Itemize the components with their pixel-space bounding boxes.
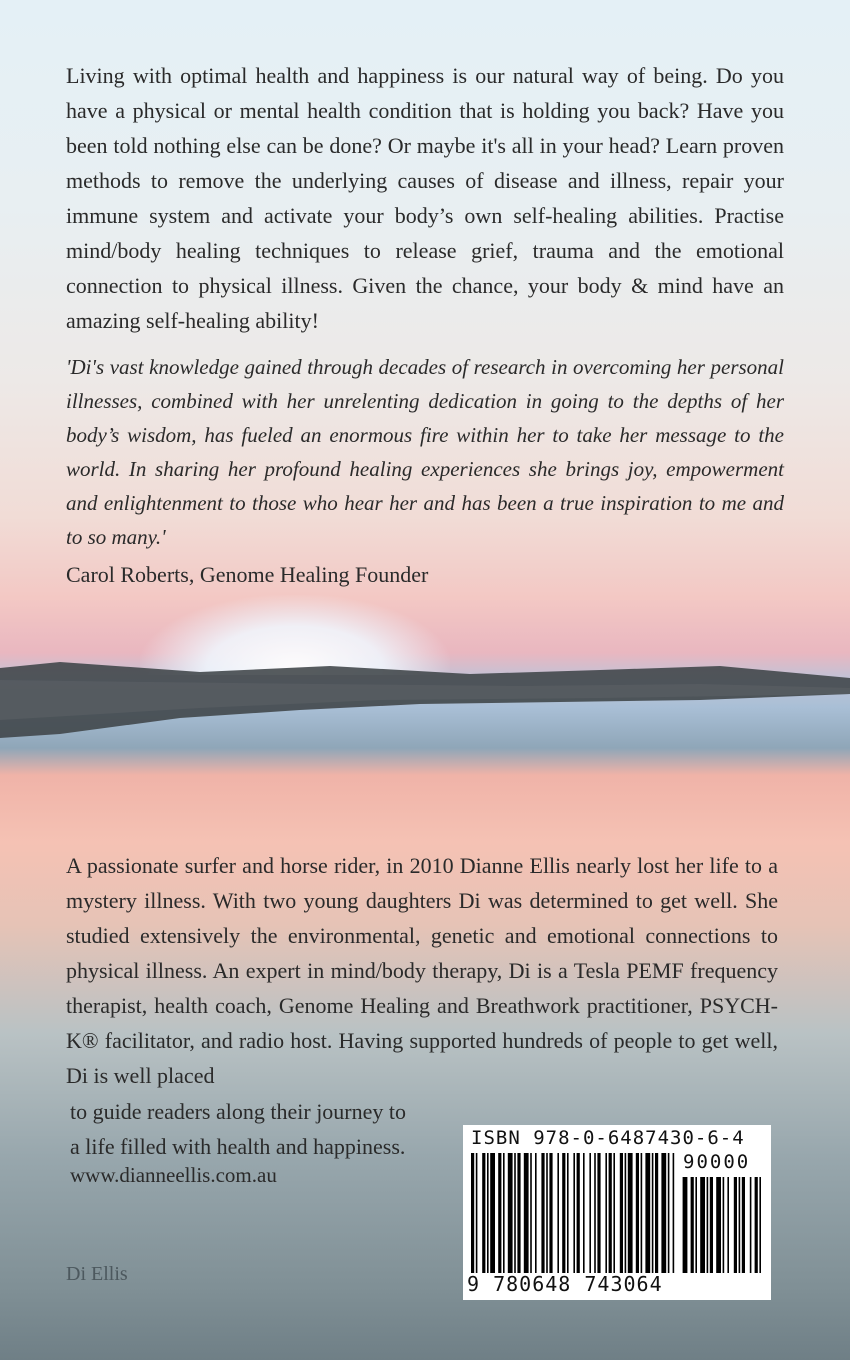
price-addon-code: 90000 [679, 1151, 754, 1173]
blurb-intro: Living with optimal health and happiness is our natural way of being. Do you have a physical or mental health condition that is holding you back? Have you been told nothing else can be done? Or maybe it's all in your head? Learn proven methods to remove the underlying causes of disease and illness, repair your immune system and activate your body’s own self-healing abilities. Practise mind/body healing techniques to release grief, trauma and the emotional connection to physical illness. Given the chance, your body & mind have an amazing self-healing ability! [66, 63, 784, 333]
isbn-label: ISBN 978-0-6487430-6-4 [471, 1127, 745, 1149]
rock-shelf [0, 660, 850, 740]
barcode-number: 9 780648 743064 [467, 1272, 663, 1296]
author-bio: A passionate surfer and horse rider, in 2010 Dianne Ellis nearly lost her life to a mystery illness. With two young daughters Di was determined to get well. She studied extensively the environmental, genetic and emotional connections to physical illness. An expert in mind/body therapy, Di is a Tesla PEMF frequency therapist, health coach, Genome Healing and Breathwork practitioner, PSYCH-K® facilitator, and radio host. Having supported hundreds of people to get well, Di is well placed [66, 853, 778, 1088]
testimonial-quote: 'Di's vast knowledge gained through decades of research in overcoming her personal illnesses, combined with her unrelenting dedication in going to the depths of her body’s wisdom, has fueled an enormous fire within her to take her message to the world. In sharing her profound healing experiences she brings joy, empowerment and enlightenment to those who hear her and has been a true inspiration to me and to so many.' [66, 355, 784, 549]
website-link[interactable]: www.dianneellis.com.au [70, 1163, 277, 1187]
isbn-barcode [463, 1125, 771, 1300]
author-name: Di Ellis [66, 1263, 128, 1285]
author-bio-line: a life filled with health and happiness. [70, 1134, 406, 1159]
author-bio-line: to guide readers along their journey to [70, 1099, 407, 1124]
testimonial-attribution: Carol Roberts, Genome Healing Founder [66, 562, 429, 587]
